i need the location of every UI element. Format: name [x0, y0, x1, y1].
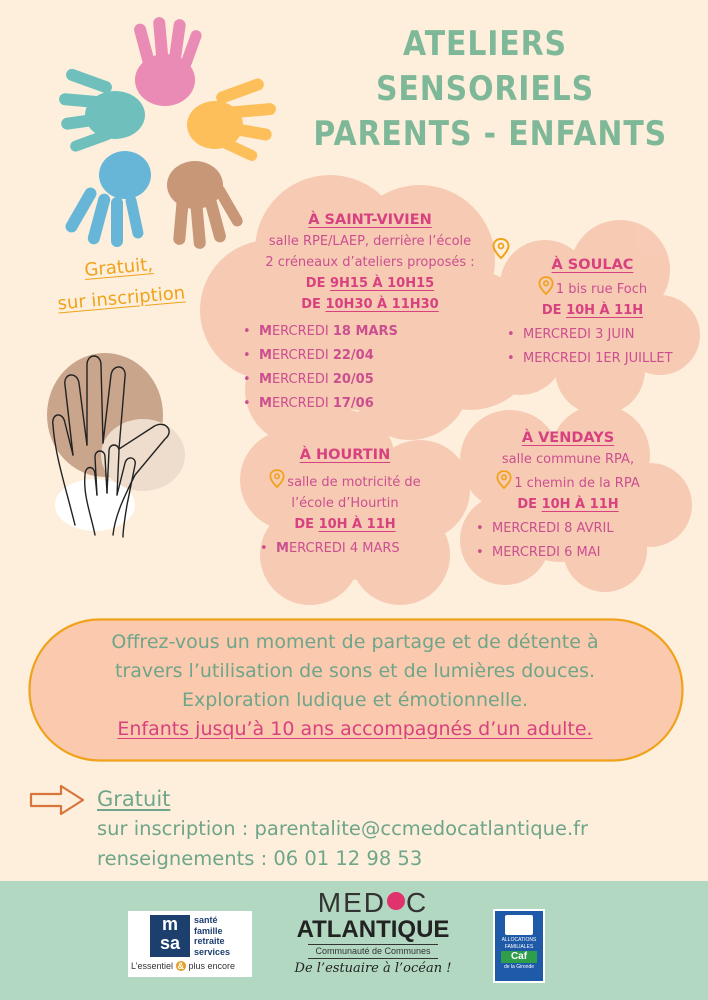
saint-vivien-dates [241, 320, 515, 416]
title-line-2: SENSORIELS [375, 69, 595, 109]
caf-label-2: FAMILIALES [504, 944, 534, 950]
hourtin-location-2: l’école d’Hourtin [291, 496, 399, 511]
contact-phone-line[interactable]: renseignements : 06 01 12 98 53 [97, 847, 423, 870]
soulac-block [505, 255, 680, 371]
saint-vivien-slots-intro: 2 créneaux d’ateliers proposés : [265, 255, 475, 270]
vendays-location-1: salle commune RPA, [501, 452, 635, 467]
hourtin-location-1: salle de motricité de [250, 469, 440, 493]
msa-tagline: L’essentiel & plus encore [131, 961, 236, 971]
list-item: • MERCREDI 8 AVRIL [474, 517, 668, 541]
caf-label-3: Caf [501, 951, 537, 963]
location-pin-icon [496, 470, 512, 490]
msa-letters-top: m [161, 914, 178, 934]
soulac-address: 1 bis rue Foch [505, 276, 680, 300]
contact-email-line[interactable]: sur inscription : parentalite@ccmedocatlantique.fr [97, 817, 589, 840]
msa-label-1: santé [194, 915, 218, 925]
list-item: • MERCREDI 17/06 [241, 392, 515, 416]
vendays-block [468, 428, 668, 565]
msa-label-2: famille [194, 925, 223, 936]
soulac-slot: DE 10H À 11H [541, 303, 644, 318]
arrow-right-icon [28, 783, 86, 817]
hourtin-heading: À HOURTIN [299, 447, 391, 463]
saint-vivien-location: salle RPE/LAEP, derrière l’école [268, 234, 472, 249]
medoc-atlantique-logo [278, 888, 468, 979]
saint-vivien-block [225, 210, 515, 416]
description-line-1: Offrez-vous un moment de partage et de détente à [111, 631, 599, 653]
hourtin-block [250, 445, 440, 561]
list-item: • MERCREDI 22/04 [241, 344, 515, 368]
badge-line-1: Gratuit, [83, 254, 154, 282]
medoc-word: MED C [317, 887, 429, 918]
caf-logo [493, 909, 545, 983]
caf-label-1: ALLOCATIONS [501, 937, 537, 943]
description-line-4: Enfants jusqu’à 10 ans accompagnés d’un adulte. [117, 718, 593, 740]
list-item: • MERCREDI 3 JUIN [505, 323, 680, 347]
contact-gratuit: Gratuit [97, 787, 171, 811]
vendays-dates [474, 517, 668, 565]
list-item: • MERCREDI 6 MAI [474, 541, 668, 565]
vendays-heading: À VENDAYS [521, 430, 615, 446]
msa-label-4: services [194, 946, 231, 957]
msa-logo [128, 911, 252, 977]
hourtin-dates [258, 537, 440, 561]
description-text [40, 628, 670, 744]
list-item: • MERCREDI 18 MARS [241, 320, 515, 344]
location-pin-icon [538, 276, 554, 296]
caf-label-4: de la Gironde [503, 964, 535, 970]
vendays-slot: DE 10H À 11H [517, 497, 619, 512]
msa-letters-bottom: sa [159, 933, 181, 953]
saint-vivien-slot-2: DE 10H30 À 11H30 [301, 297, 439, 312]
description-line-2: travers l’utilisation de sons et de lumières douces. [114, 660, 596, 682]
title-line-3: PARENTS - ENFANTS [313, 114, 668, 154]
title-line-1: ATELIERS [403, 24, 567, 64]
description-line-3: Exploration ludique et émotionnelle. [181, 689, 528, 711]
saint-vivien-slot-1: DE 9H15 À 10H15 [305, 276, 435, 291]
list-item: • MERCREDI 1ER JUILLET [505, 347, 680, 371]
soulac-heading: À SOULAC [551, 257, 634, 273]
location-pin-icon [269, 469, 285, 489]
atlantique-word: ATLANTIQUE [296, 916, 450, 943]
hourtin-slot: DE 10H À 11H [294, 517, 396, 532]
badge-line-2: sur inscription [56, 282, 186, 315]
list-item: • MERCREDI 4 MARS [258, 537, 440, 561]
vendays-location-2: 1 chemin de la RPA [468, 470, 668, 494]
medoc-slogan: De l’estuaire à l’océan ! [294, 961, 452, 976]
list-item: • MERCREDI 20/05 [241, 368, 515, 392]
contact-block [97, 784, 588, 874]
medoc-subtitle: Communauté de Communes [308, 944, 438, 959]
soulac-dates [505, 323, 680, 371]
saint-vivien-heading: À SAINT-VIVIEN [308, 212, 432, 228]
msa-label-3: retraite [194, 936, 225, 946]
